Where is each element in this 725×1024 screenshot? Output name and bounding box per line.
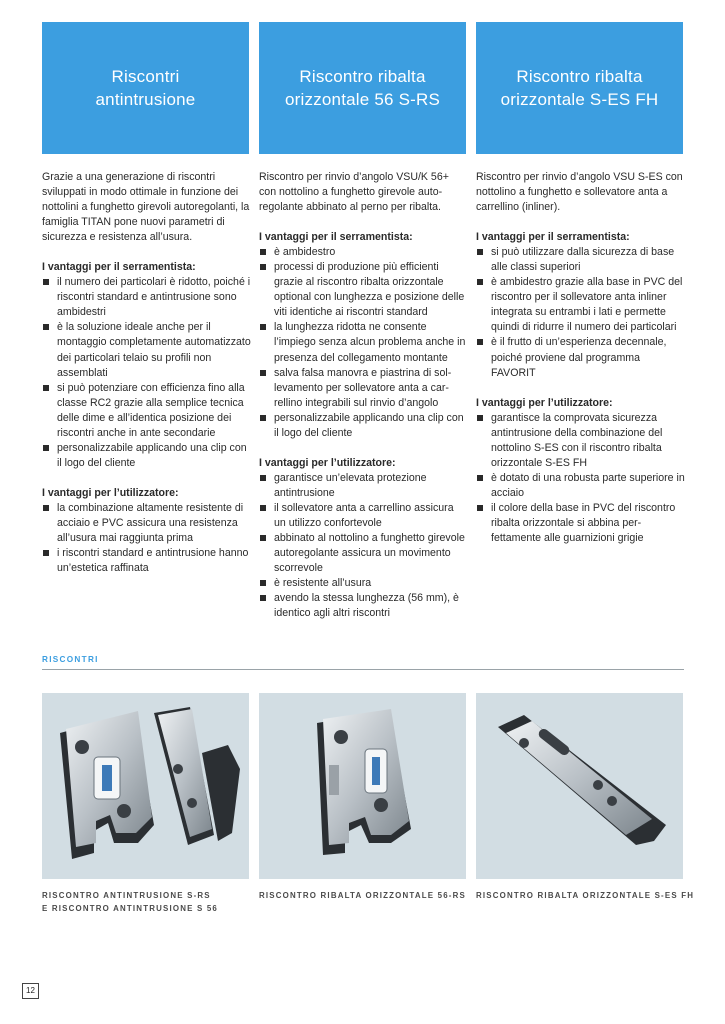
list-item: garantisce la comprovata sicurezza antintrusione della combinazione del nottolino S-ES con il riscontro ribalta orizzontale S-ES FH: [476, 411, 686, 471]
list-item: processi di produzione più efficienti grazie al riscontro ribalta orizzontale optional con lunghezza e posizione delle viti identiche ai riscontri standard: [259, 260, 466, 320]
product-photo-antintrusione: [42, 693, 249, 879]
list-item: salva falsa manovra e piastrina di sollevamento per sollevatore anta a carrellino integrabili sul rinvio d’angolo: [259, 366, 466, 411]
list-item: il numero dei particolari è ridotto, poiché i riscontri standard e antintrusione sono ambidestri: [42, 275, 252, 320]
caption-line: RISCONTRO RIBALTA ORIZZONTALE S-ES FH: [476, 891, 695, 900]
benefit-list: [42, 275, 252, 471]
section-label: RISCONTRI: [42, 655, 99, 664]
benefit-list: [476, 245, 686, 380]
list-item: il sollevatore anta a carrellino assicura un utilizzo confortevole: [259, 501, 466, 531]
list-item: è resistente all’usura: [259, 576, 466, 591]
header-box-56-srs: [259, 22, 466, 154]
list-item: personalizzabile applicando una clip con il logo del cliente: [259, 411, 466, 441]
list-item: la lunghezza ridotta ne consente l’impiego senza alcun problema anche in presenza del collegamento montante: [259, 320, 466, 365]
section-title: I vantaggi per l’utilizzatore:: [42, 486, 179, 499]
list-item: è la soluzione ideale anche per il montaggio completamente automatizzato dei particolari telaio su profili non assemblati: [42, 320, 252, 380]
column-antintrusione: [42, 170, 252, 576]
header-title: Riscontro ribalta orizzontale S-ES FH: [500, 67, 659, 109]
benefit-list: [476, 411, 686, 546]
section-title: I vantaggi per il serramentista:: [476, 231, 630, 244]
intro-text: Grazie a una generazione di riscontri sviluppati in modo ottimale in funzione dei nottolini a funghetto girevoli autoregolanti, la famiglia TITAN pone nuovi parametri di sicurezza e resistenza all’usura.: [42, 171, 250, 244]
section-title: I vantaggi per il serramentista:: [42, 261, 196, 274]
list-item: avendo la stessa lunghezza (56 mm), è identico agli altri riscontri: [259, 591, 466, 621]
keeper-ses-fh-illustration: [476, 693, 683, 879]
list-item: è ambidestro: [259, 245, 466, 260]
photo-caption: [476, 889, 694, 902]
intro-text: Riscontro per rinvio d’angolo VSU/K 56+ con nottolino a funghetto girevole autoregolante abbinato al perno per ribalta.: [259, 171, 449, 214]
photo-caption: [259, 889, 466, 902]
header-box-ses-fh: [476, 22, 683, 154]
intro-text: Riscontro per rinvio d’angolo VSU S-ES con nottolino a funghetto e sollevatore anta a carrellino (inliner).: [476, 171, 683, 214]
column-56-srs: [259, 170, 466, 621]
header-box-antintrusione: [42, 22, 249, 154]
list-item: garantisce un’elevata protezione antintrusione: [259, 471, 466, 501]
product-photo-ses-fh: [476, 693, 683, 879]
list-item: la combinazione altamente resistente di acciaio e PVC assicura una resistenza all’usura mai raggiunta prima: [42, 501, 252, 546]
list-item: abbinato al nottolino a funghetto girevole autoregolante assicura un movimento scorrevole: [259, 531, 466, 576]
list-item: i riscontri standard e antintrusione hanno un’estetica raffinata: [42, 546, 252, 576]
benefit-list: [259, 471, 466, 621]
list-item: è ambidestro grazie alla base in PVC del riscontro per il sollevatore anta inliner integrata su entrambi i lati e permette quindi di ridurre il numero dei particolari: [476, 275, 686, 335]
page-number: 12: [22, 983, 39, 999]
header-title: Riscontro ribalta orizzontale 56 S-RS: [285, 67, 440, 109]
list-item: è il frutto di un’esperienza decennale, poiché proviene dal programma FAVORIT: [476, 335, 686, 380]
list-item: si può potenziare con efficienza fino alla classe RC2 grazie alla semplice tecnica delle dime e all’identica posizione dei riscontri anche in ante secondarie: [42, 381, 252, 441]
column-ses-fh: [476, 170, 686, 546]
caption-line: E RISCONTRO ANTINTRUSIONE S 56: [42, 904, 219, 913]
list-item: il colore della base in PVC del riscontro ribalta orizzontale si abbina perfettamente alle guarnizioni grigie: [476, 501, 686, 546]
section-title: I vantaggi per il serramentista:: [259, 231, 413, 244]
product-photo-56-rs: [259, 693, 466, 879]
photo-caption: [42, 889, 218, 915]
keeper-56-rs-illustration: [259, 693, 466, 879]
list-item: personalizzabile applicando una clip con il logo del cliente: [42, 441, 252, 471]
caption-line: RISCONTRO ANTINTRUSIONE S-RS: [42, 891, 211, 900]
section-divider: [42, 669, 684, 670]
header-title: Riscontri antintrusione: [95, 67, 196, 109]
section-title: I vantaggi per l’utilizzatore:: [476, 396, 613, 409]
list-item: è dotato di una robusta parte superiore in acciaio: [476, 471, 686, 501]
benefit-list: [42, 501, 252, 576]
caption-line: RISCONTRO RIBALTA ORIZZONTALE 56-RS: [259, 891, 466, 900]
benefit-list: [259, 245, 466, 441]
list-item: si può utilizzare dalla sicurezza di base alle classi superiori: [476, 245, 686, 275]
keeper-pair-illustration: [42, 693, 249, 879]
section-title: I vantaggi per l’utilizzatore:: [259, 456, 396, 469]
